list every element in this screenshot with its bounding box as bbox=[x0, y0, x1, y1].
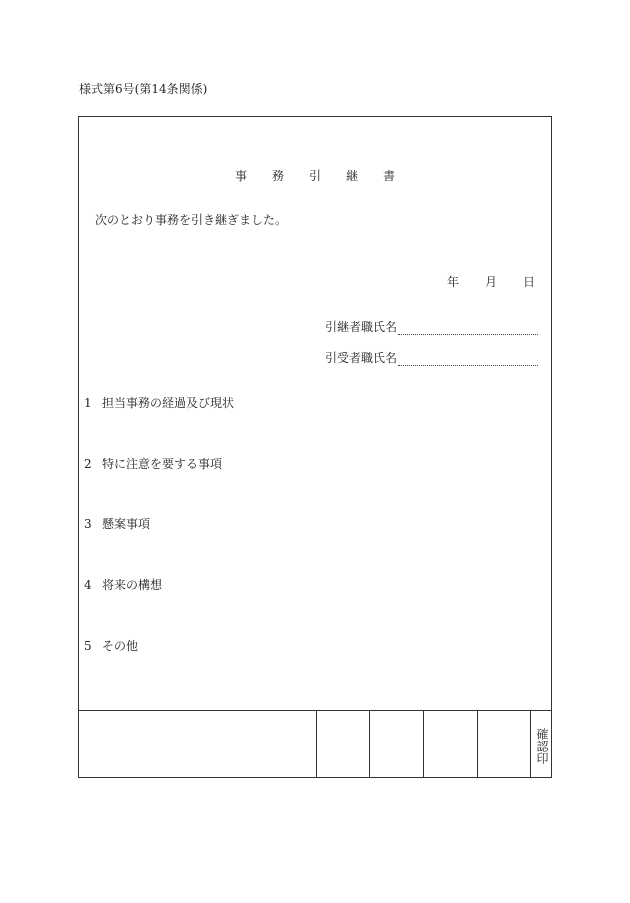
date-line bbox=[447, 273, 535, 290]
month-label: 月 bbox=[484, 275, 497, 289]
receiver-signature-field[interactable] bbox=[398, 353, 538, 366]
document-frame bbox=[78, 116, 552, 778]
item-text: 懸案事項 bbox=[102, 517, 151, 531]
day-label: 日 bbox=[522, 275, 535, 289]
intro-text: 次のとおり事務を引き継ぎました。 bbox=[95, 213, 288, 227]
stamp-cell[interactable] bbox=[369, 711, 370, 777]
handover-signature-field[interactable] bbox=[398, 322, 538, 335]
item-text: 将来の構想 bbox=[102, 578, 163, 592]
item-number: 1 bbox=[84, 396, 92, 410]
list-item bbox=[84, 394, 234, 411]
year-label: 年 bbox=[446, 275, 459, 289]
item-text: 担当事務の経過及び現状 bbox=[102, 396, 235, 410]
handover-signature-label: 引継者職氏名 bbox=[325, 320, 398, 334]
form-number-label: 様式第6号(第14条関係) bbox=[79, 82, 208, 96]
list-item bbox=[84, 515, 150, 532]
stamp-cell[interactable] bbox=[477, 711, 478, 777]
item-text: その他 bbox=[102, 639, 139, 653]
item-number: 2 bbox=[84, 457, 92, 471]
receiver-signature-label: 引受者職氏名 bbox=[325, 351, 398, 365]
stamp-cell[interactable] bbox=[423, 711, 424, 777]
list-item bbox=[84, 637, 138, 654]
confirm-stamp-label: 確認印 bbox=[535, 728, 549, 764]
item-number: 3 bbox=[84, 517, 92, 531]
stamp-cell[interactable] bbox=[316, 711, 317, 777]
approval-stamp-row bbox=[79, 710, 551, 777]
list-item bbox=[84, 455, 222, 472]
receiver-signature bbox=[325, 349, 538, 366]
list-item bbox=[84, 576, 162, 593]
document-title: 事務引継書 bbox=[234, 169, 420, 183]
item-number: 4 bbox=[84, 578, 92, 592]
item-number: 5 bbox=[84, 639, 92, 653]
handover-signature bbox=[325, 318, 538, 335]
item-text: 特に注意を要する事項 bbox=[102, 457, 223, 471]
